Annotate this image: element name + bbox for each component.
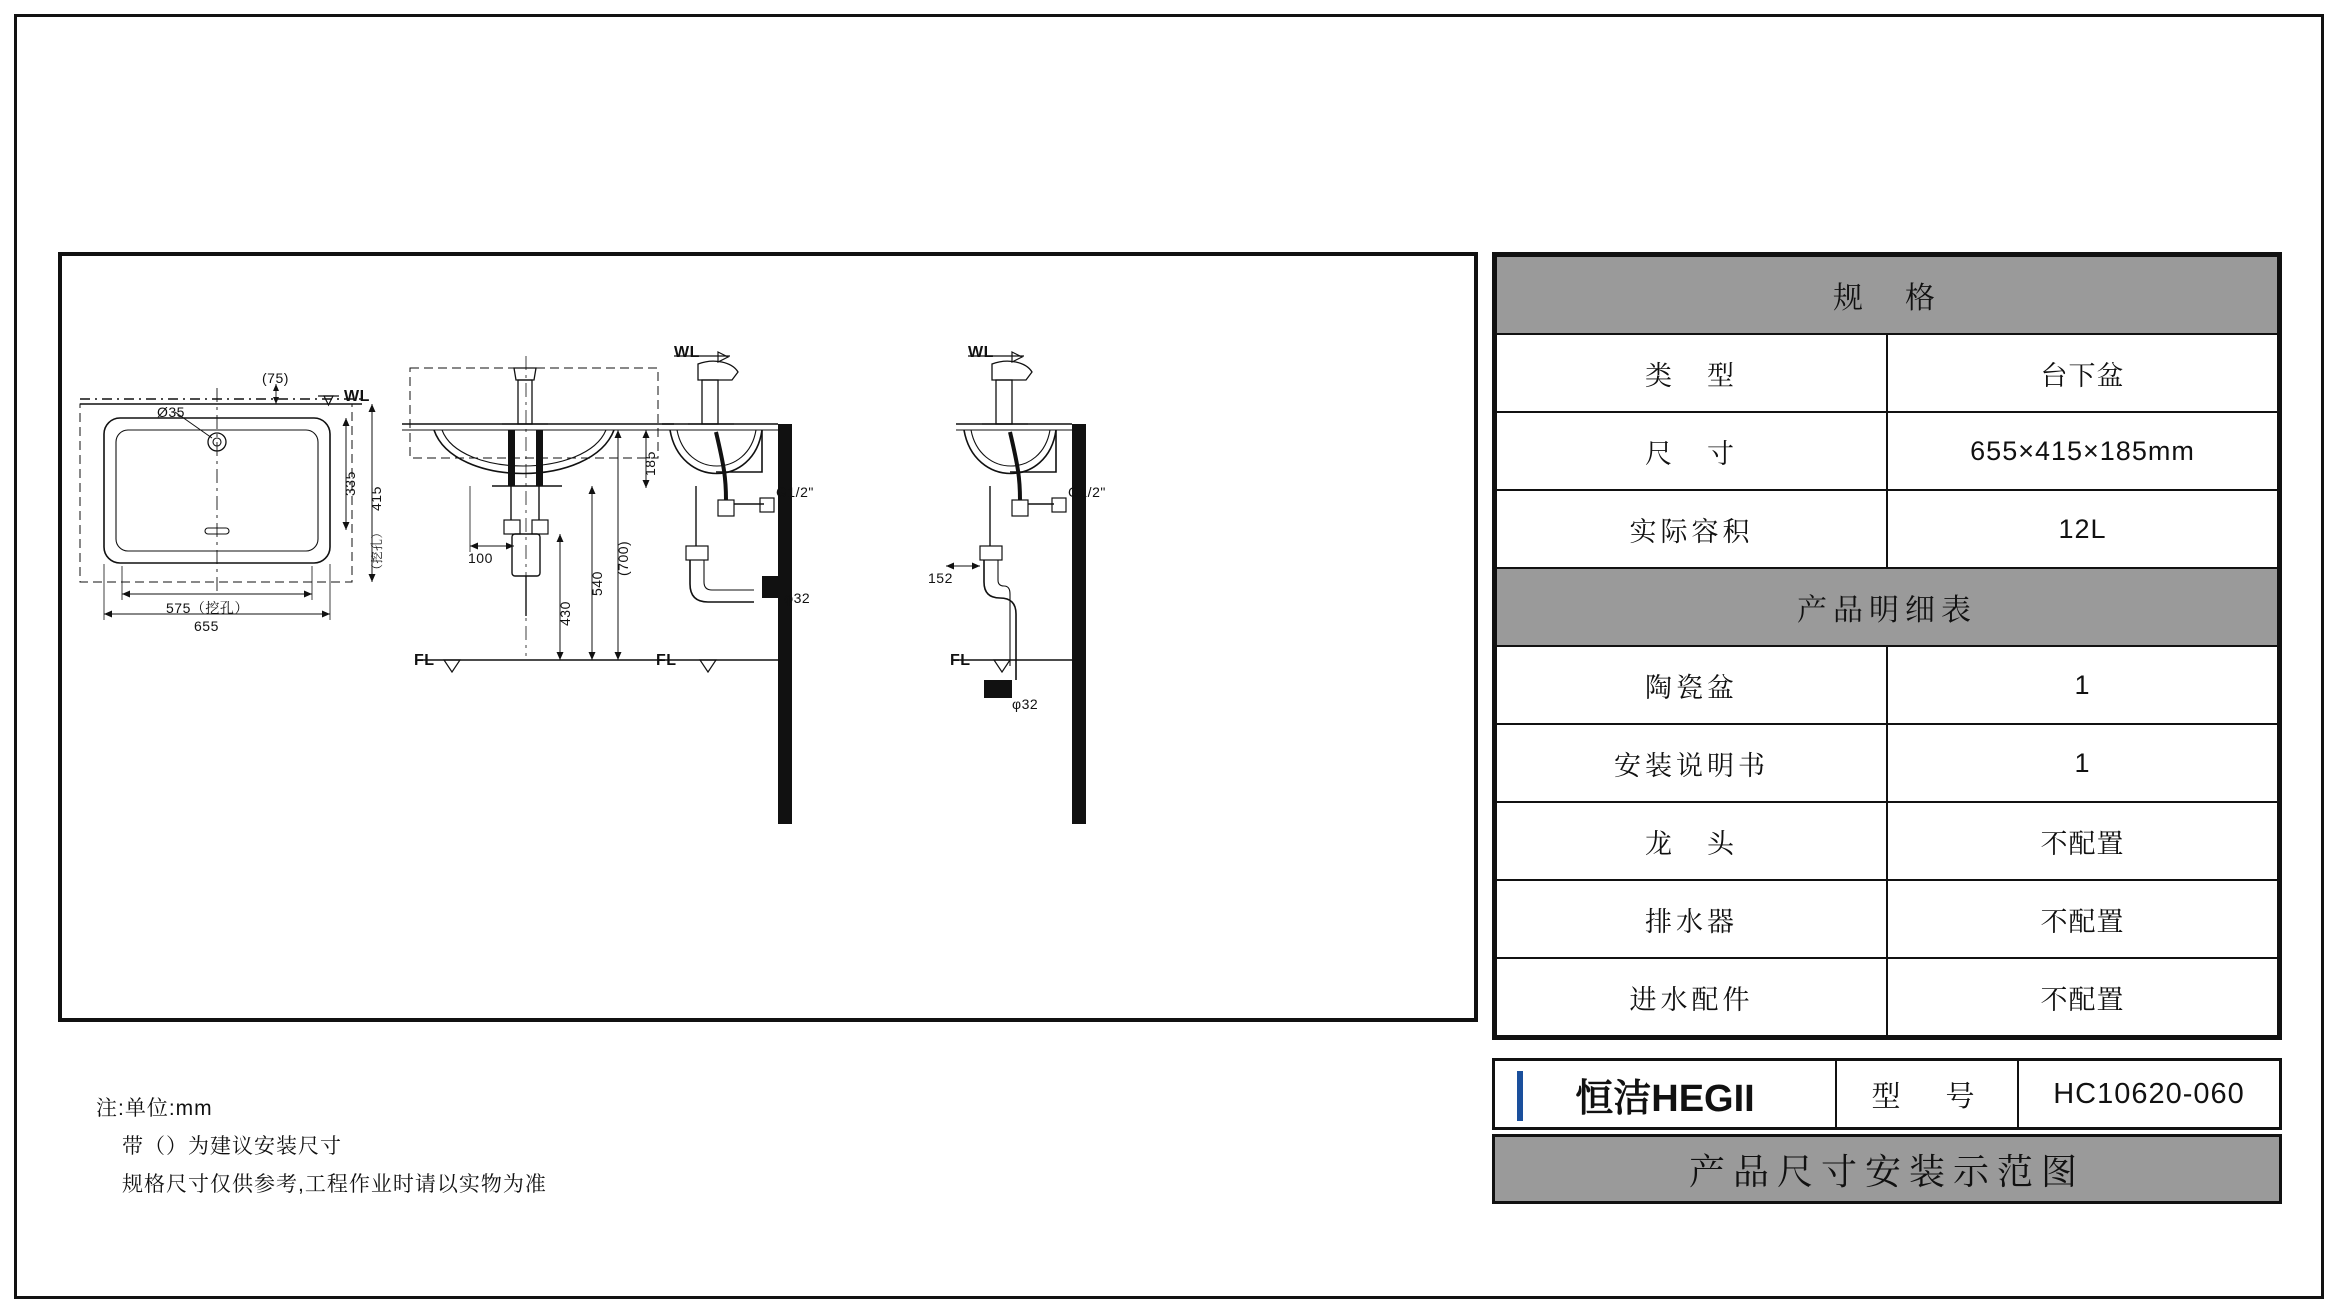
- spec-value-size: 655×415×185mm: [1887, 412, 2278, 490]
- part-key-drainer: 排水器: [1496, 880, 1887, 958]
- specification-table: [1492, 252, 2282, 1040]
- part-key-inlet-fittings: 进水配件: [1496, 958, 1887, 1036]
- front-dim-430: 430: [557, 601, 573, 626]
- note-line-3: 规格尺寸仅供参考,工程作业时请以实物为准: [122, 1173, 547, 1196]
- table-row: [1496, 490, 2278, 568]
- plan-dim-575: 575（挖孔）: [166, 600, 249, 616]
- parts-header-row: [1496, 568, 2278, 646]
- plan-kongkong-note: （挖孔）: [370, 525, 384, 576]
- part-value-faucet: 不配置: [1887, 802, 2278, 880]
- side-a-g12-label: G1/2": [776, 484, 814, 500]
- drawing-title-block: 产品尺寸安装示范图: [1492, 1134, 2282, 1204]
- part-value-ceramic-basin: 1: [1887, 646, 2278, 724]
- spec-key-size: 尺 寸: [1496, 412, 1887, 490]
- part-key-manual: 安装说明书: [1496, 724, 1887, 802]
- spec-value-type: 台下盆: [1887, 334, 2278, 412]
- spec-value-volume: 12L: [1887, 490, 2278, 568]
- brand-logo: [1495, 1061, 1837, 1127]
- plan-wl-label: WL: [344, 388, 370, 405]
- part-key-ceramic-basin: 陶瓷盆: [1496, 646, 1887, 724]
- side-b-wl-label: WL: [968, 344, 994, 361]
- front-dim-700: (700): [615, 540, 631, 576]
- side-b-phi32-label: φ32: [1012, 696, 1039, 712]
- model-label: 型 号: [1837, 1061, 2019, 1127]
- table-row: [1496, 724, 2278, 802]
- part-value-manual: 1: [1887, 724, 2278, 802]
- table-row: [1496, 880, 2278, 958]
- table-row: [1496, 334, 2278, 412]
- plan-hole-dia-label: Ø35: [157, 404, 185, 420]
- front-dim-100: 100: [468, 550, 493, 566]
- spec-header-cell: 规 格: [1496, 256, 2278, 334]
- table-row: [1496, 412, 2278, 490]
- drawing-panel: [58, 252, 1478, 1022]
- plan-top-gap-label: (75): [262, 370, 289, 386]
- note-line-1: 注:单位:mm: [96, 1097, 213, 1120]
- parts-header-cell: 产品明细表: [1496, 568, 2278, 646]
- side-b-dim-152: 152: [928, 570, 953, 586]
- side-a-phi32-label: φ32: [784, 590, 811, 606]
- plan-dim-335: 335: [342, 471, 358, 496]
- part-key-faucet: 龙 头: [1496, 802, 1887, 880]
- front-dim-540: 540: [589, 571, 605, 596]
- side-a-wl-label: WL: [674, 344, 700, 361]
- front-fl-label: FL: [414, 652, 435, 669]
- part-value-inlet-fittings: 不配置: [1887, 958, 2278, 1036]
- brand-logo-text: 恒洁HEGII: [1575, 1077, 1755, 1120]
- note-line-2: 带（）为建议安装尺寸: [122, 1135, 342, 1158]
- table-row: [1496, 646, 2278, 724]
- logo-accent-bar: [1517, 1071, 1523, 1121]
- side-b-fl-label: FL: [950, 652, 971, 669]
- plan-dim-655: 655: [194, 618, 219, 634]
- brand-model-block: [1492, 1058, 2282, 1130]
- model-number: HC10620-060: [2053, 1077, 2245, 1110]
- part-value-drainer: 不配置: [1887, 880, 2278, 958]
- table-row: [1496, 958, 2278, 1036]
- side-b-g12-label: G1/2": [1068, 484, 1106, 500]
- plan-dim-415: 415: [368, 486, 384, 511]
- table-row: [1496, 802, 2278, 880]
- spec-key-type: 类 型: [1496, 334, 1887, 412]
- notes-block: [96, 1090, 547, 1204]
- front-dim-185: 185: [642, 451, 658, 476]
- side-a-fl-label: FL: [656, 652, 677, 669]
- spec-key-volume: 实际容积: [1496, 490, 1887, 568]
- spec-header-row: [1496, 256, 2278, 334]
